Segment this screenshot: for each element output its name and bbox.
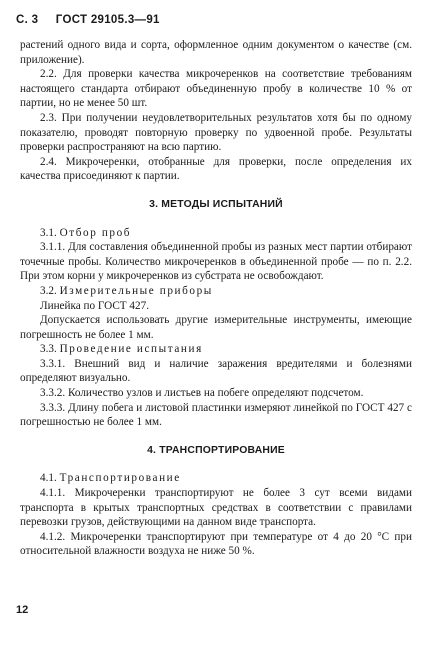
paragraph-2-2: 2.2. Для проверки качества микрочеренков на соответствие требованиям настоящего стандарта отбирают объединенную пробу в количестве 10 % от партии, но не менее 50 шт. [20,68,412,110]
subsection-3-2-heading [20,284,412,299]
page-header [16,14,160,26]
paragraph-3-1-1: 3.1.1. Для составления объединенной пробы из разных мест партии отбирают точечные пробы. Количество микрочеренков в объединенной пробе — по п. 2.2. При этом корни у микрочеренков из субстрата не освобождают. [20,241,412,283]
paragraph-continued: растений одного вида и сорта, оформленное одним документом о качестве (см. приложение). [20,39,412,66]
subsection-3-3-heading [20,342,412,357]
subsection-3-1-heading [20,226,412,241]
subsection-number: 3.1. [40,226,57,239]
subsection-title: Проведение испытания [59,343,203,356]
paragraph-2-4: 2.4. Микрочеренки, отобранные для проверки, после определения их качества присоединяют к партии. [20,155,412,183]
subsection-number: 4.1. [40,472,57,485]
page-label: С. 3 [16,14,39,26]
paragraph-4-1-2: 4.1.2. Микрочеренки транспортируют при температуре от 4 до 20 °С при относительной влажности воздуха не ниже 50 %. [20,530,412,558]
paragraph-4-1-1: 4.1.1. Микрочеренки транспортируют не более 3 сут всеми видами транспорта в крытых транспортных средствах в соответствии с правилами перевозки грузов, действующими на данном виде транспорта. [20,487,412,529]
subsection-4-1-heading [20,471,412,486]
subsection-number: 3.3. [40,343,57,356]
section-3-heading: 3. МЕТОДЫ ИСПЫТАНИЙ [149,198,283,210]
paragraph-3-3-1: 3.3.1. Внешний вид и наличие заражения вредителями и болезнями определяют визуально. [20,357,412,385]
standard-code: ГОСТ 29105.3—91 [55,14,160,26]
paragraph-3-3-2: 3.3.2. Количество узлов и листьев на побеге определяют подсчетом. [40,387,364,400]
subsection-title: Транспортирование [59,472,181,485]
section-4-heading: 4. ТРАНСПОРТИРОВАНИЕ [147,444,285,456]
subsection-number: 3.2. [40,284,57,297]
page-number: 12 [16,604,29,616]
paragraph-3-3-3: 3.3.3. Длину побега и листовой пластинки измеряют линейкой по ГОСТ 427 с погрешностью не более 1 мм. [20,401,412,429]
paragraph-2-3: 2.3. При получении неудовлетворительных результатов хотя бы по одному показателю, проводят повторную проверку по удвоенной пробе. Результаты проверки распространяют на всю партию. [20,111,412,154]
document-body [20,38,412,559]
paragraph-3-2-instruments: Допускается использовать другие измерительные инструменты, имеющие погрешность не более 1 мм. [20,314,412,341]
subsection-title: Измерительные приборы [59,284,213,297]
subsection-title: Отбор проб [59,226,132,239]
paragraph-3-2-ruler: Линейка по ГОСТ 427. [40,299,149,312]
